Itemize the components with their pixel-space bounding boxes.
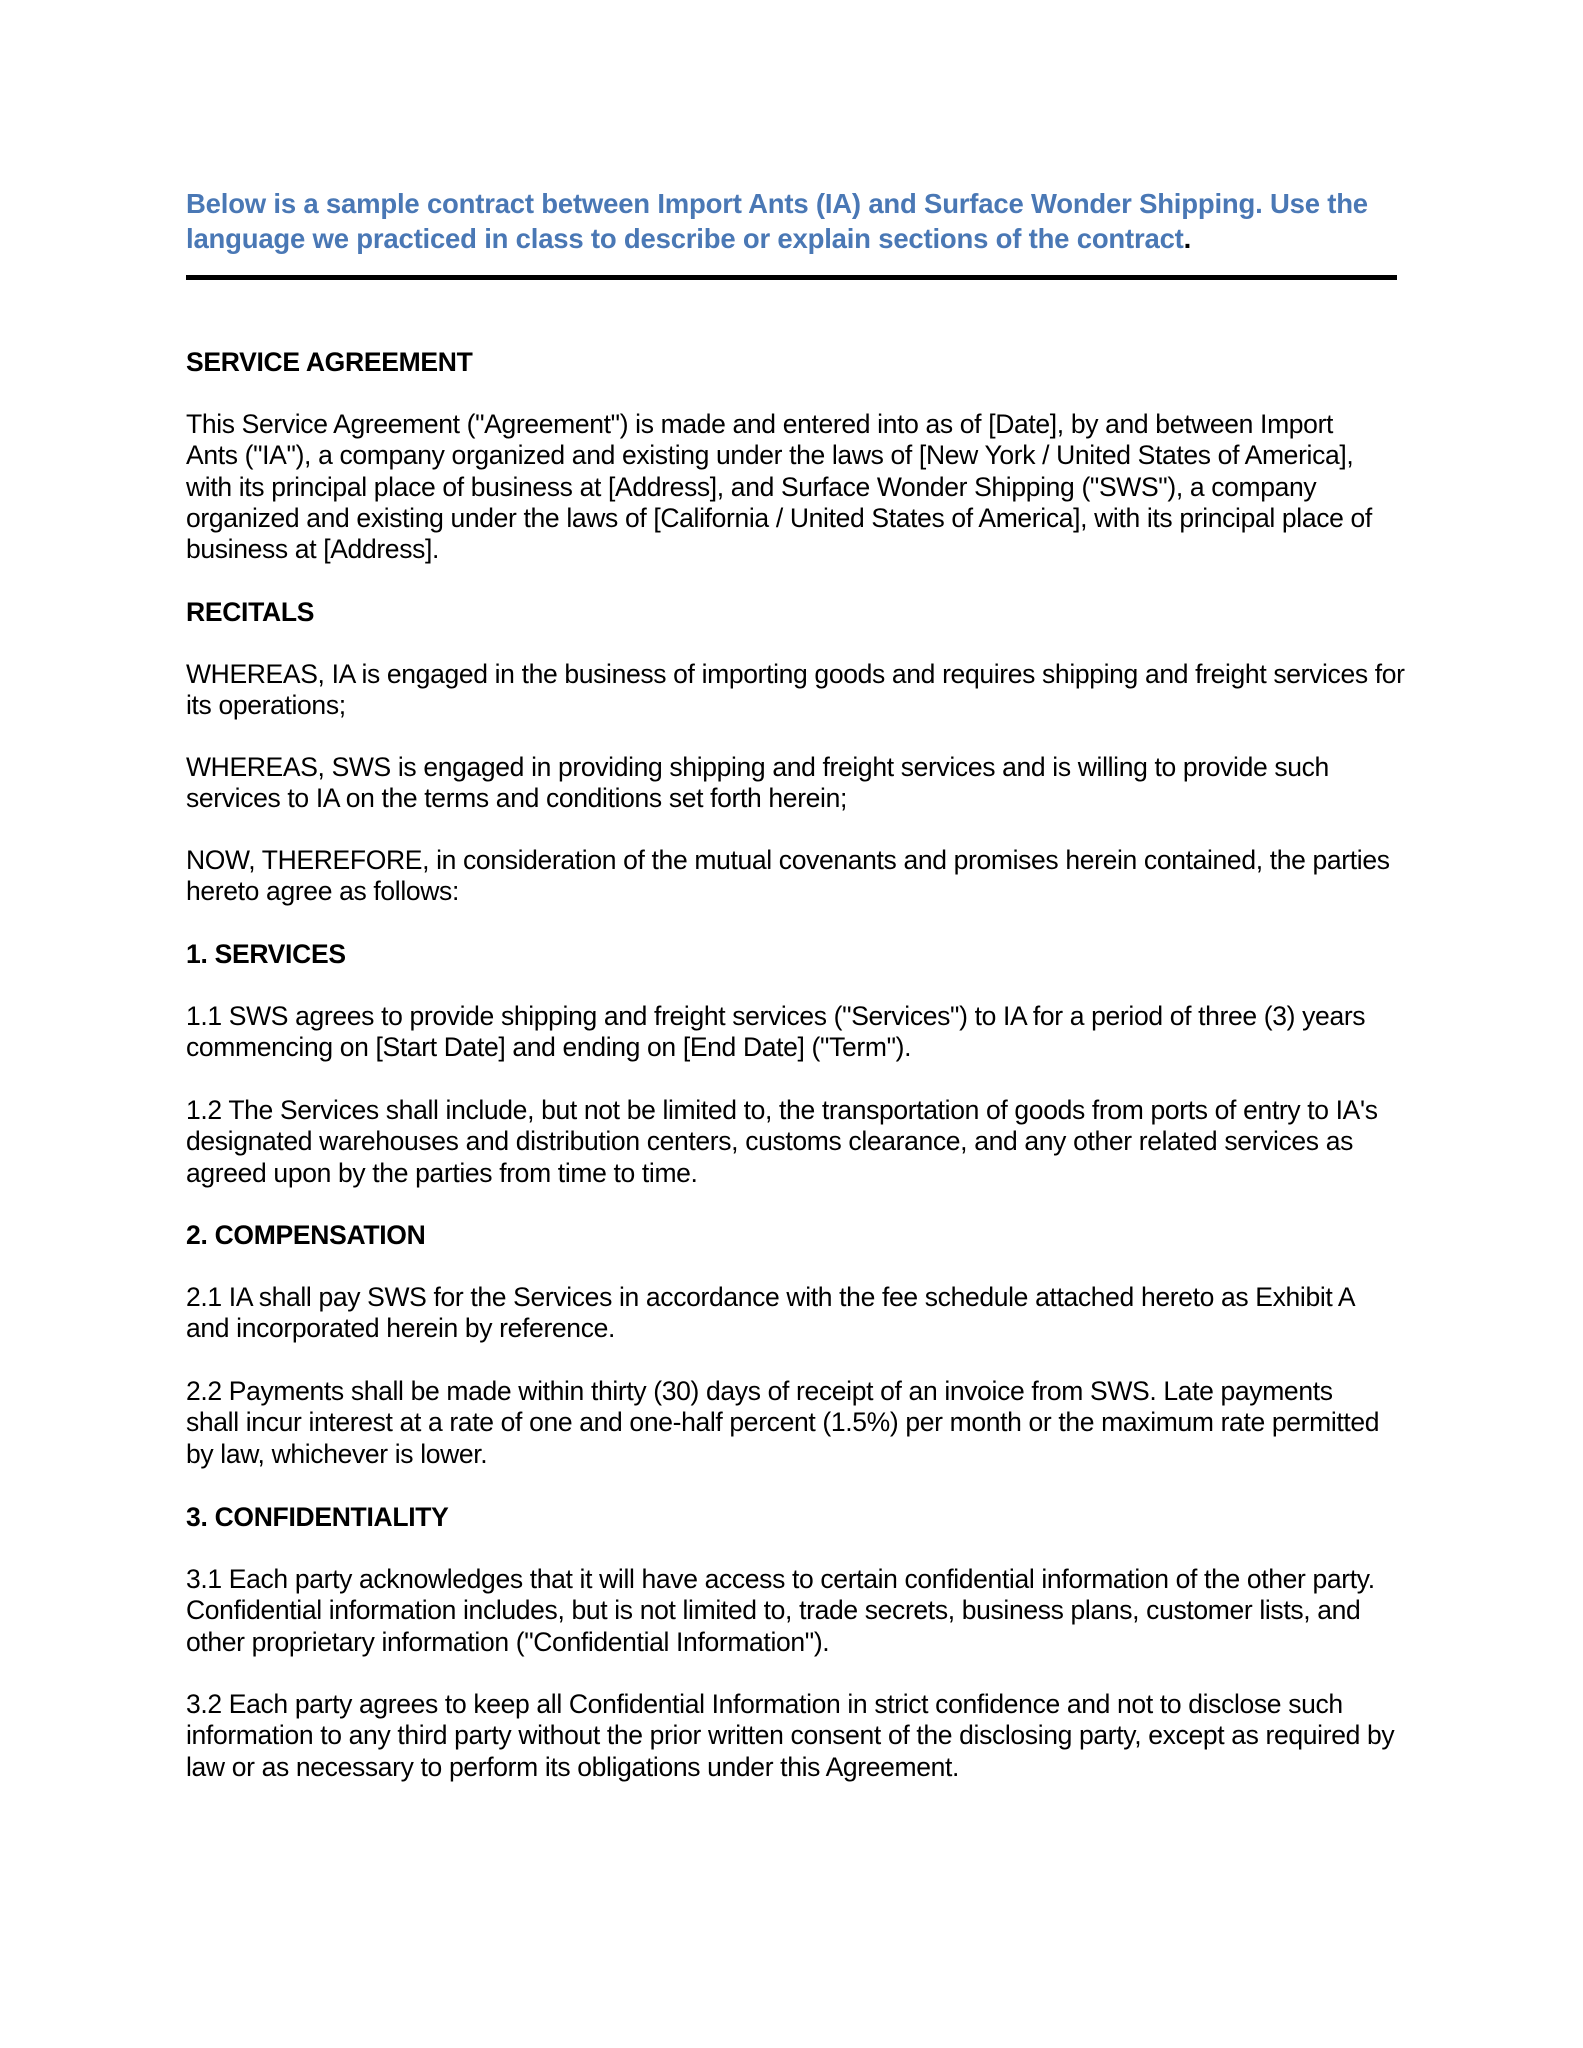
clause-1-1: 1.1 SWS agrees to provide shipping and freight services ("Services") to IA for a period of three (3) years commencing on [Start Date] and ending on [End Date] ("Term"). [186, 1001, 1366, 1063]
recital-paragraph: WHEREAS, IA is engaged in the business of importing goods and requires shipping and freight services for its operations; [186, 659, 1405, 721]
section-2-heading-block [186, 1220, 1416, 1251]
recital-paragraph: WHEREAS, SWS is engaged in providing shipping and freight services and is willing to provide such services to IA on the terms and conditions set forth herein; [186, 752, 1329, 814]
intro-instruction [186, 186, 1398, 256]
clause-3-1-block [186, 1564, 1416, 1658]
section-heading-services: 1. SERVICES [186, 939, 346, 969]
section-3-heading-block [186, 1502, 1416, 1533]
clause-3-1: 3.1 Each party acknowledges that it will have access to certain confidential information of the other party. Confidential information includes, but is not limited to, trade secrets, business plans, customer lists, and other proprietary information ("Confidential Information"). [186, 1564, 1375, 1657]
intro-end-punct: . [1183, 223, 1192, 254]
recitals-heading-block [186, 597, 1416, 628]
preamble-block [186, 409, 1416, 565]
clause-2-2: 2.2 Payments shall be made within thirty (30) days of receipt of an invoice from SWS. Late payments shall incur interest at a rate of one and one-half percent (1.5%) per month or the maximum rate permitted by law, whichever is lower. [186, 1376, 1380, 1469]
clause-3-2: 3.2 Each party agrees to keep all Confidential Information in strict confidence and not to disclose such information to any third party without the prior written consent of the disclosing party, except as required by law or as necessary to perform its obligations under this Agreement. [186, 1689, 1395, 1782]
agreement-title: SERVICE AGREEMENT [186, 347, 473, 377]
recital-2-block [186, 752, 1416, 815]
recital-paragraph: NOW, THEREFORE, in consideration of the mutual covenants and promises herein contained, the parties hereto agree as follows: [186, 845, 1390, 907]
horizontal-rule [186, 275, 1397, 280]
clause-1-2-block [186, 1095, 1416, 1189]
clause-2-2-block [186, 1376, 1416, 1470]
clause-3-2-block [186, 1689, 1416, 1783]
clause-2-1: 2.1 IA shall pay SWS for the Services in accordance with the fee schedule attached hereto as Exhibit A and incorporated herein by reference. [186, 1282, 1354, 1344]
clause-1-2: 1.2 The Services shall include, but not be limited to, the transportation of goods from ports of entry to IA's designated warehouses and distribution centers, customs clearance, and any other related services as agreed upon by the parties from time to time. [186, 1095, 1378, 1188]
section-heading-compensation: 2. COMPENSATION [186, 1220, 426, 1250]
document-page [186, 186, 1398, 280]
title-block [186, 347, 1416, 378]
clause-2-1-block [186, 1282, 1416, 1345]
section-heading-confidentiality: 3. CONFIDENTIALITY [186, 1502, 449, 1532]
clause-1-1-block [186, 1001, 1416, 1064]
section-1-heading-block [186, 939, 1416, 970]
recitals-heading: RECITALS [186, 597, 315, 627]
preamble-paragraph: This Service Agreement ("Agreement") is made and entered into as of [Date], by and between Import Ants ("IA"), a company organized and existing under the laws of [New York / United States of America], with its principal place of business at [Address], and Surface Wonder Shipping ("SWS"), a company organized and existing under the laws of [California / United States of America], with its principal place of business at [Address]. [186, 409, 1372, 565]
recital-1-block [186, 659, 1416, 722]
intro-text: Below is a sample contract between Import Ants (IA) and Surface Wonder Shipping. Use the language we practiced in class to describe or explain sections of the contract [186, 188, 1368, 254]
recital-3-block [186, 845, 1416, 908]
